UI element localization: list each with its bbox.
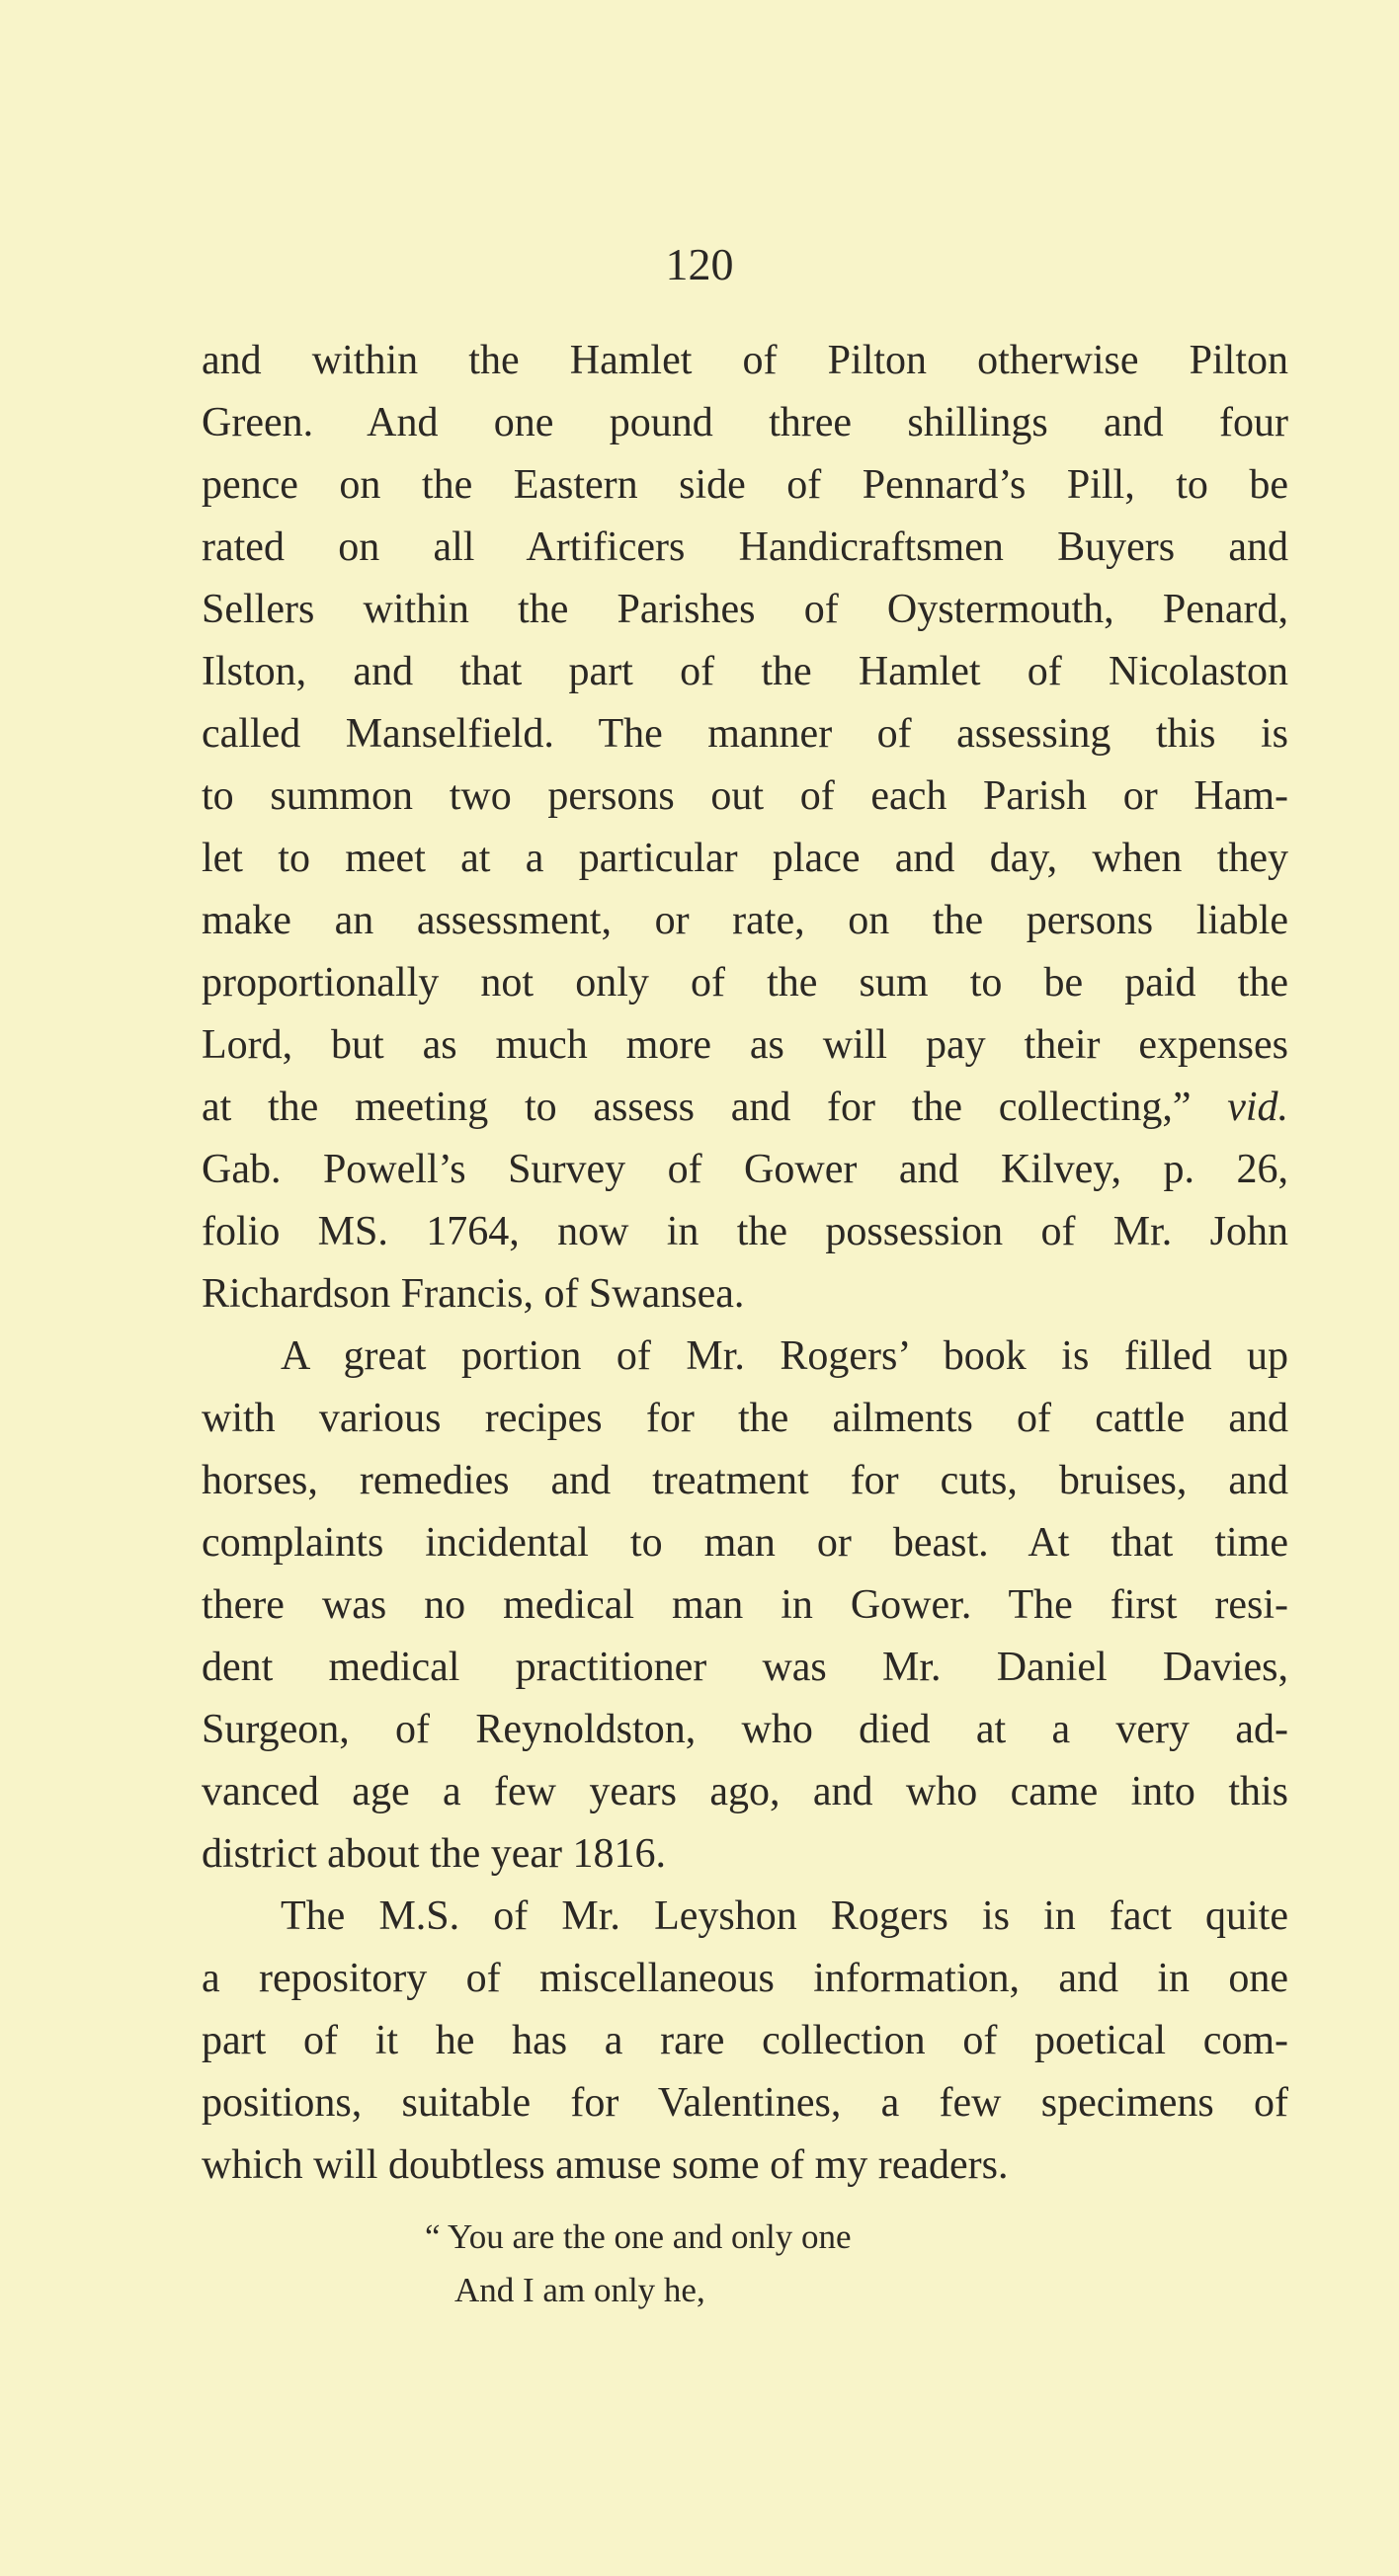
verse-line: “ You are the one and only one: [425, 2217, 852, 2256]
body-text: [202, 330, 1288, 2197]
text-line: pence on the Eastern side of Pennard’s Pill, to be: [202, 462, 1288, 508]
text-line: Sellers within the Parishes of Oystermouth, Penard,: [202, 587, 1288, 632]
text-line: which will doubtless amuse some of my readers.: [202, 2142, 1009, 2188]
text-line: dent medical practitioner was Mr. Daniel Davies,: [202, 1645, 1288, 1690]
text-line: let to meet at a particular place and day, when they: [202, 836, 1288, 881]
text-line: Richardson Francis, of Swansea.: [202, 1271, 745, 1317]
text-line: The M.S. of Mr. Leyshon Rogers is in fact quite: [281, 1893, 1288, 1939]
text-line: at the meeting to assess and for the collecting,” vid.: [202, 1085, 1288, 1130]
verse-line: And I am only he,: [454, 2271, 705, 2309]
text-line: Gab. Powell’s Survey of Gower and Kilvey, p. 26,: [202, 1147, 1288, 1192]
text-line: there was no medical man in Gower. The first resi-: [202, 1582, 1288, 1628]
text-line: horses, remedies and treatment for cuts, bruises, and: [202, 1458, 1288, 1503]
text-line: complaints incidental to man or beast. At that time: [202, 1520, 1288, 1566]
verse-block: [425, 2211, 1116, 2317]
text-line: positions, suitable for Valentines, a few specimens of: [202, 2080, 1288, 2126]
page-number: 120: [665, 239, 734, 289]
text-line: Surgeon, of Reynoldston, who died at a very ad-: [202, 1707, 1288, 1752]
text-line: called Manselfield. The manner of assessing this is: [202, 711, 1288, 757]
text-line: district about the year 1816.: [202, 1831, 667, 1877]
text-line: Ilston, and that part of the Hamlet of Nicolaston: [202, 649, 1288, 694]
text-line: proportionally not only of the sum to be paid the: [202, 960, 1288, 1006]
text-line: rated on all Artificers Handicraftsmen Buyers and: [202, 524, 1288, 570]
text-line: and within the Hamlet of Pilton otherwise Pilton: [202, 338, 1288, 383]
text-line: A great portion of Mr. Rogers’ book is filled up: [281, 1333, 1288, 1379]
italic-abbreviation: vid.: [1227, 1085, 1288, 1130]
text-line: vanced age a few years ago, and who came into this: [202, 1769, 1288, 1814]
text-line: a repository of miscellaneous information, and in one: [202, 1956, 1288, 2001]
text-line: with various recipes for the ailments of cattle and: [202, 1396, 1288, 1441]
text-line: make an assessment, or rate, on the persons liable: [202, 898, 1288, 943]
text-line: to summon two persons out of each Parish or Ham-: [202, 773, 1288, 819]
text-line: part of it he has a rare collection of poetical com-: [202, 2018, 1288, 2063]
text-line: folio MS. 1764, now in the possession of Mr. John: [202, 1209, 1288, 1254]
text-line: Green. And one pound three shillings and four: [202, 400, 1288, 445]
text-line: Lord, but as much more as will pay their expenses: [202, 1022, 1288, 1068]
